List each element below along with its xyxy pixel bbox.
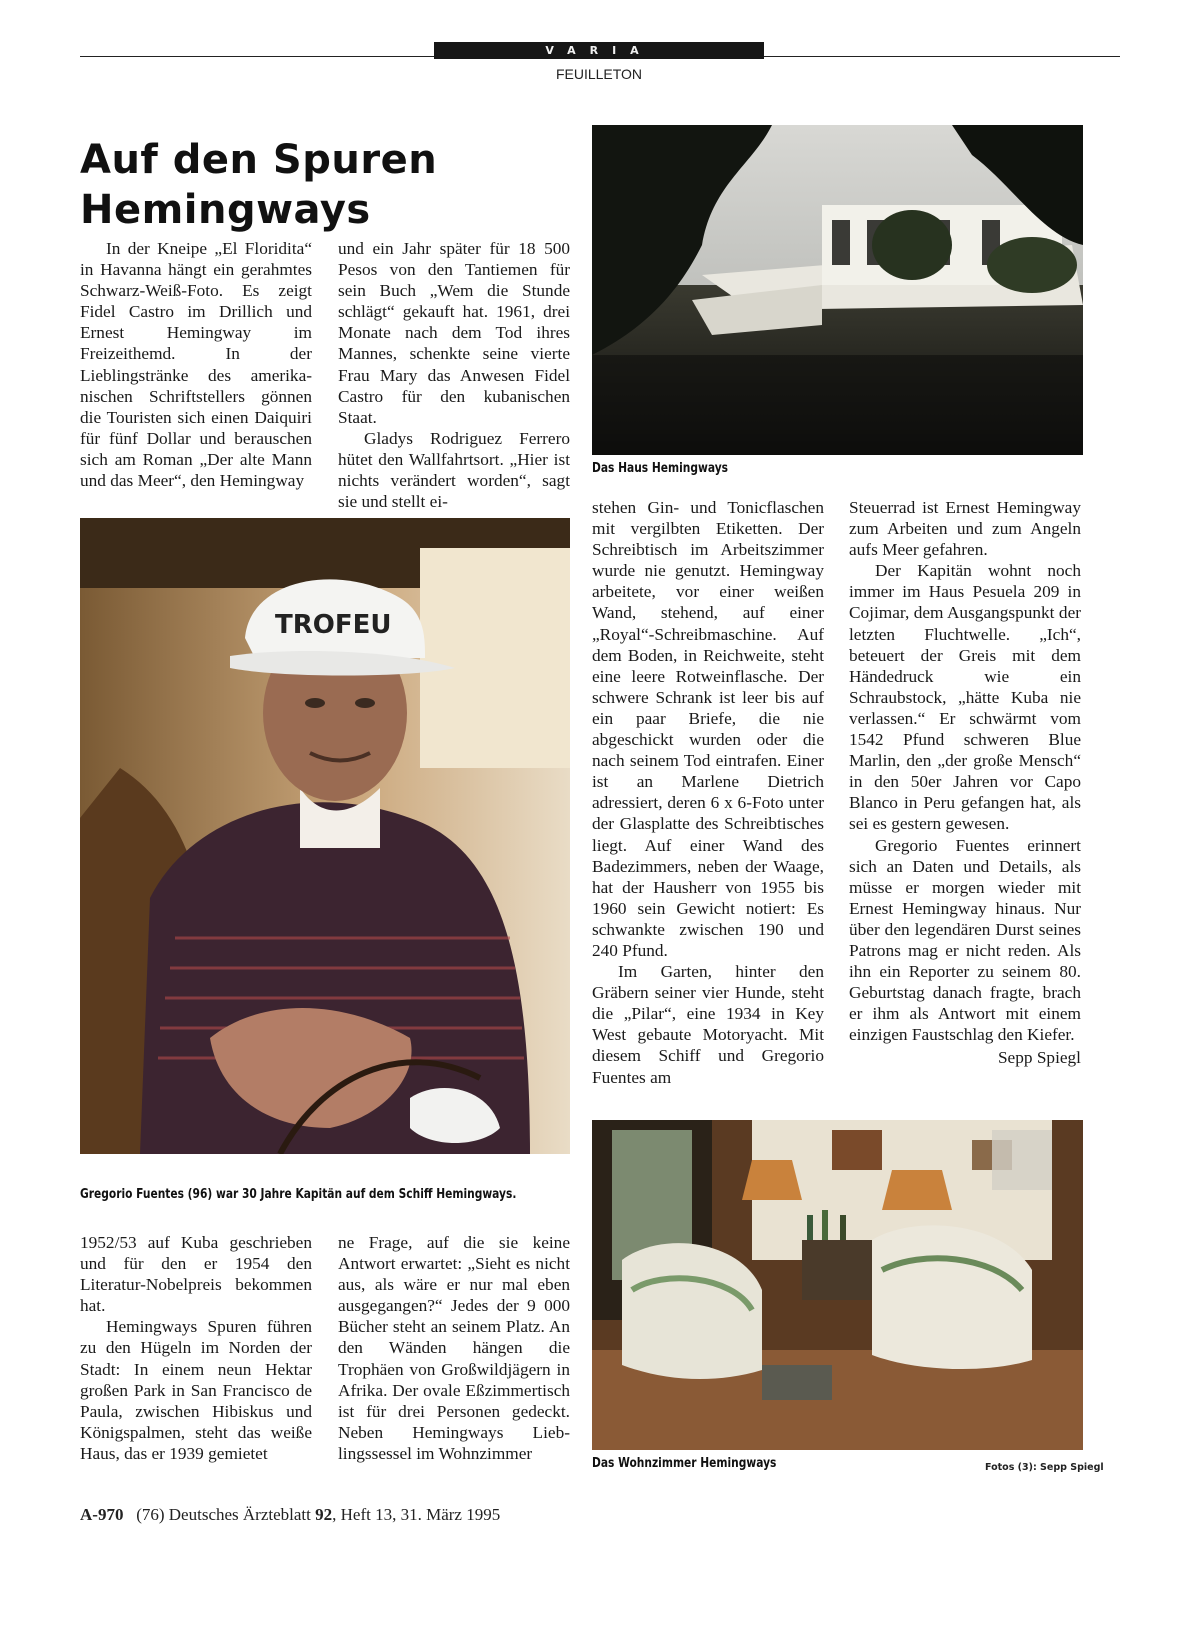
paragraph: Hemingways Spuren führen zu den Hügeln im Norden der Stadt: In einem neun Hektar großen Park in San Francisco de Paula, zwischen Hibiskus und Königspalmen, steht das weiße Haus, das er 1939 gemietet [80, 1317, 312, 1463]
page-code: A-970 [80, 1505, 124, 1524]
author-signature: Sepp Spiegl [997, 1048, 1081, 1068]
text-column-5 [80, 1232, 312, 1464]
livingroom-photo-caption: Das Wohnzimmer Hemingways [592, 1456, 777, 1471]
journal-volume: 92 [315, 1505, 333, 1524]
article-title [80, 135, 520, 235]
paragraph: und ein Jahr später für 18 500 Pesos von den Tantiemen für sein Buch „Wem die Stunde schlägt“ gekauft hat. 1961, drei Monate nach dem Tod ihres Mannes, schenkte seine vierte Frau Mary das Anwesen Fidel Castro für den kubanischen Staat. [338, 239, 570, 427]
paragraph: ne Frage, auf die sie keine Antwort erwartet: „Sieht es nicht aus, als wäre er nur mal eben ausgegangen?“ Jedes der 9 000 Bücher steht an seinem Platz. An den Wänden hängen die Trophäen von Großwildjägern in Afrika. Der ovale Eßzimmertisch ist für drei Personen gedeckt. Neben Hemingways Lieblingssessel im Wohnzimmer [338, 1233, 570, 1463]
section-label: VARIA [434, 42, 764, 59]
paragraph: Gregorio Fuentes erinnert sich an Daten und Details, als müsse er morgen wieder mit Ernest Hemingway hinaus. Nur über den legendären Durst seines Patrons mag er nicht reden. Als ihn ein Reporter zu seinem 80. Geburtstag danach fragte, brach er ihm als Antwort mit einem einzigen Faustschlag den Kiefer. [849, 835, 1081, 1045]
page-footer: A-970 (76) Deutsches Ärzteblatt 92, Heft 13, 31. März 1995 [80, 1505, 501, 1524]
livingroom-photo [592, 1120, 1083, 1450]
text-column-4 [849, 497, 1081, 1069]
subsection-label: FEUILLETON [555, 66, 643, 82]
journal-issue: Heft 13, 31. März 1995 [340, 1505, 501, 1524]
paragraph: stehen Gin- und Tonicflaschen mit vergilbten Etiketten. Der Schreibtisch im Arbeitszimmer wurde nie genutzt. Hemingway arbeitete, vor einer weißen Wand, stehend, auf einer „Royal“-Schreibmaschine. Auf dem Boden, in Reichweite, steht eine leere Rotweinflasche. Der schwere Schrank ist leer bis auf ein paar Briefe, die nie abgeschickt wurden oder die nach seinem Tod eintrafen. Einer ist an Marlene Dietrich adressiert, deren 6 x 6-Foto unter der Glasplatte des Schreibtisches liegt. Auf einer Wand des Badezimmers, neben der Waage, hat der Hausherr von 1955 bis 1960 sein Gewicht notiert: Es schwankte zwischen 190 und 240 Pfund. [592, 498, 824, 960]
paragraph: Gladys Rodriguez Ferrero hütet den Wallfahrtsort. „Hier ist nichts verändert worden“, sagt sie und stellt ei- [338, 428, 570, 512]
house-photo-image [592, 125, 1083, 455]
text-column-2 [338, 238, 570, 512]
livingroom-photo-image [592, 1120, 1083, 1450]
photo-credit: Fotos (3): Sepp Spiegl [985, 1462, 1104, 1473]
text-column-6 [338, 1232, 570, 1464]
article-title-line1: Auf den Spuren [80, 137, 438, 183]
text-column-1 [80, 238, 312, 491]
page-number: (76) [136, 1505, 165, 1524]
article-title-line2: Hemingways [80, 187, 371, 233]
house-photo [592, 125, 1083, 455]
captain-photo [80, 518, 570, 1154]
paragraph: 1952/53 auf Kuba geschrieben und für den er 1954 den Literatur-Nobelpreis bekommen hat. [80, 1233, 312, 1316]
paragraph: Der Kapitän wohnt noch immer im Haus Pesuela 209 in Cojimar, dem Ausgangspunkt der letzten Fluchtwelle. „Ich“, beteuert der Greis mit dem Händedruck wie ein Schraubstock, „hätte Kuba nie verlassen.“ Er schwärmt vom 1542 Pfund schweren Blue Marlin, den „der große Mensch“ in den 50er Jahren vor Capo Blanco in Peru gefangen hat, als sei es gestern gewesen. [849, 561, 1081, 834]
house-photo-caption: Das Haus Hemingways [592, 461, 729, 476]
captain-photo-caption: Gregorio Fuentes (96) war 30 Jahre Kapitän auf dem Schiff Hemingways. [80, 1187, 517, 1202]
captain-photo-image [80, 518, 570, 1154]
cap-lettering: TROFEU [275, 610, 392, 640]
paragraph: Im Garten, hinter den Gräbern seiner vier Hunde, steht die „Pilar“, eine 1934 in Key West gebaute Motoryacht. Mit diesem Schiff und Gregorio Fuentes am [592, 962, 824, 1087]
text-column-3 [592, 497, 824, 1088]
paragraph: In der Kneipe „El Floridita“ in Havanna hängt ein gerahmtes Schwarz-Weiß-Foto. Es zeigt Fidel Castro im Drillich und Ernest Hemingway im Freizeithemd. In der Lieblingstränke des amerikanischen Schriftstellers gönnen die Touristen sich einen Daiquiri für fünf Dollar und berauschen sich am Roman „Der alte Mann und das Meer“, den Hemingway [80, 239, 312, 491]
journal-name: Deutsches Ärzteblatt [168, 1505, 311, 1524]
paragraph: Steuerrad ist Ernest Hemingway zum Arbeiten und zum Angeln aufs Meer gefahren. [849, 498, 1081, 560]
